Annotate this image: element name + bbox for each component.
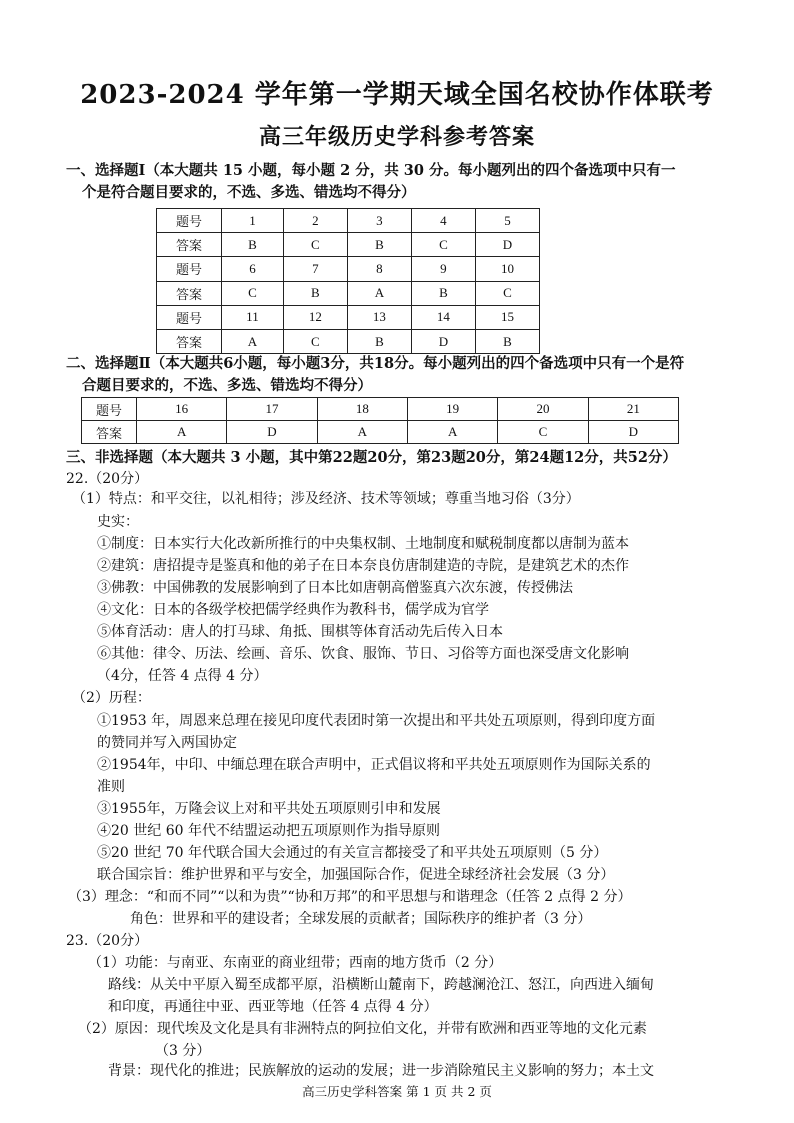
answer-line: ④文化：日本的各级学校把儒学经典作为教科书，儒学成为官学 xyxy=(97,602,489,618)
table-row xyxy=(157,209,540,233)
answer-cell: C xyxy=(283,233,347,257)
row-label: 题号 xyxy=(157,257,222,281)
question-number: 7 xyxy=(283,257,347,281)
question-number: 21 xyxy=(588,398,678,421)
answer-line: ③佛教：中国佛教的发展影响到了日本比如唐朝高僧鉴真六次东渡，传授佛法 xyxy=(97,580,573,596)
answer-cell: C xyxy=(411,233,475,257)
question-number: 1 xyxy=(222,209,284,233)
question-number: 18 xyxy=(317,398,407,421)
answer-cell: D xyxy=(227,421,317,444)
q23-header: 23.（20分） xyxy=(66,933,149,949)
row-label: 答案 xyxy=(157,281,222,305)
answer-line: 和印度，再通往中亚、西亚等地（任答 4 点得 4 分） xyxy=(108,999,438,1015)
question-number: 13 xyxy=(347,305,411,329)
answer-line: （3）理念：“和而不同”“以和为贵”“协和万邦”的和平思想与和谐理念（任答 2 点得 2 分） xyxy=(68,889,632,905)
question-number: 17 xyxy=(227,398,317,421)
answer-cell: D xyxy=(588,421,678,444)
answer-line: ⑤20 世纪 70 年代联合国大会通过的有关宣言都接受了和平共处五项原则（5 分） xyxy=(97,845,608,861)
answer-line: ⑥其他：律令、历法、绘画、音乐、饮食、服饰、节日、习俗等方面也深受唐文化影响 xyxy=(97,646,629,662)
table-row xyxy=(157,257,540,281)
answer-cell: D xyxy=(475,233,539,257)
answer-line: （3 分） xyxy=(155,1043,211,1059)
answer-line: （1）功能：与南亚、东南亚的商业纽带；西南的地方货币（2 分） xyxy=(88,955,503,971)
question-number: 11 xyxy=(222,305,284,329)
answer-cell: B xyxy=(347,233,411,257)
answer-cell: D xyxy=(411,329,475,353)
answer-line: 背景：现代化的推进；民族解放的运动的发展；进一步消除殖民主义影响的努力；本土文 xyxy=(108,1063,654,1079)
row-label: 题号 xyxy=(82,398,137,421)
section2-heading xyxy=(66,353,736,397)
answer-line: 的赞同并写入两国协定 xyxy=(97,735,237,751)
answer-cell: C xyxy=(475,281,539,305)
section3-heading: 三、非选择题（本大题共 3 小题，其中第22题20分，第23题20分，第24题12分，共52分） xyxy=(66,449,677,466)
row-label: 答案 xyxy=(157,329,222,353)
exam-title: 2023-2024 学年第一学期天域全国名校协作体联考 xyxy=(80,80,714,110)
table-row xyxy=(82,421,679,444)
section1-heading xyxy=(66,160,736,204)
page-footer: 高三历史学科答案 第 1 页 共 2 页 xyxy=(302,1084,492,1099)
answer-line: ①1953 年，周恩来总理在接见印度代表团时第一次提出和平共处五项原则，得到印度方面 xyxy=(97,713,656,729)
question-number: 16 xyxy=(137,398,227,421)
answer-line: ④20 世纪 60 年代不结盟运动把五项原则作为指导原则 xyxy=(97,823,440,839)
answer-cell: C xyxy=(222,281,284,305)
answer-line: （4分，任答 4 点得 4 分） xyxy=(97,668,268,684)
section1-heading-line2: 个是符合题目要求的，不选、多选、错选均不得分） xyxy=(82,184,416,201)
answer-line: （2）原因：现代埃及文化是具有非洲特点的阿拉伯文化，并带有欧洲和西亚等地的文化元素 xyxy=(78,1021,647,1037)
answer-line: ③1955年，万隆会议上对和平共处五项原则引申和发展 xyxy=(97,801,441,817)
row-label: 答案 xyxy=(157,233,222,257)
section2-heading-line1: 二、选择题Ⅱ（本大题共6小题，每小题3分，共18分。每小题列出的四个备选项中只有一个是符 xyxy=(66,355,685,372)
row-label: 题号 xyxy=(157,209,222,233)
answer-cell: C xyxy=(498,421,588,444)
answer-cell: A xyxy=(222,329,284,353)
choice1-answer-table xyxy=(156,208,540,354)
answer-line: （2）历程： xyxy=(72,690,151,706)
answer-cell: A xyxy=(347,281,411,305)
question-number: 14 xyxy=(411,305,475,329)
row-label: 答案 xyxy=(82,421,137,444)
answer-cell: B xyxy=(222,233,284,257)
answer-cell: A xyxy=(317,421,407,444)
row-label: 题号 xyxy=(157,305,222,329)
question-number: 4 xyxy=(411,209,475,233)
question-number: 6 xyxy=(222,257,284,281)
table-row xyxy=(157,281,540,305)
answer-line: 联合国宗旨：维护世界和平与安全，加强国际合作，促进全球经济社会发展（3 分） xyxy=(97,867,615,883)
table-row xyxy=(82,398,679,421)
answer-cell: B xyxy=(283,281,347,305)
question-number: 5 xyxy=(475,209,539,233)
answer-line: ⑤体育活动：唐人的打马球、角抵、围棋等体育活动先后传入日本 xyxy=(97,624,503,640)
answer-line: ①制度：日本实行大化改新所推行的中央集权制、土地制度和赋税制度都以唐制为蓝本 xyxy=(97,536,629,552)
table-row xyxy=(157,233,540,257)
question-number: 8 xyxy=(347,257,411,281)
question-number: 15 xyxy=(475,305,539,329)
question-number: 2 xyxy=(283,209,347,233)
answer-line: （1）特点：和平交往，以礼相待；涉及经济、技术等领域；尊重当地习俗（3分） xyxy=(72,491,580,507)
table-row xyxy=(157,329,540,353)
q22-header: 22.（20分） xyxy=(66,471,149,487)
answer-line: ②建筑：唐招提寺是鉴真和他的弟子在日本奈良仿唐制建造的寺院，是建筑艺术的杰作 xyxy=(97,558,629,574)
answer-cell: C xyxy=(283,329,347,353)
section2-heading-line2: 合题目要求的，不选、多选、错选均不得分） xyxy=(82,377,372,394)
answer-cell: A xyxy=(407,421,497,444)
answer-line: 准则 xyxy=(97,779,125,795)
answer-cell: A xyxy=(137,421,227,444)
question-number: 10 xyxy=(475,257,539,281)
answer-line: 史实： xyxy=(97,514,139,530)
answer-line: 路线：从关中平原入蜀至成都平原，沿横断山麓南下，跨越澜沧江、怒江，向西进入缅甸 xyxy=(108,977,654,993)
answer-line: ②1954年，中印、中缅总理在联合声明中，正式倡议将和平共处五项原则作为国际关系的 xyxy=(97,757,651,773)
question-number: 12 xyxy=(283,305,347,329)
table-row xyxy=(157,305,540,329)
question-number: 20 xyxy=(498,398,588,421)
question-number: 9 xyxy=(411,257,475,281)
answer-line: 角色：世界和平的建设者；全球发展的贡献者；国际秩序的维护者（3 分） xyxy=(130,911,592,927)
section1-heading-line1: 一、选择题Ⅰ（本大题共 15 小题，每小题 2 分，共 30 分。每小题列出的四个备选项中只有一 xyxy=(66,162,676,179)
choice2-answer-table xyxy=(81,397,679,444)
answer-cell: B xyxy=(475,329,539,353)
answer-subtitle: 高三年级历史学科参考答案 xyxy=(258,124,535,150)
question-number: 19 xyxy=(407,398,497,421)
answer-cell: B xyxy=(347,329,411,353)
answer-cell: B xyxy=(411,281,475,305)
question-number: 3 xyxy=(347,209,411,233)
